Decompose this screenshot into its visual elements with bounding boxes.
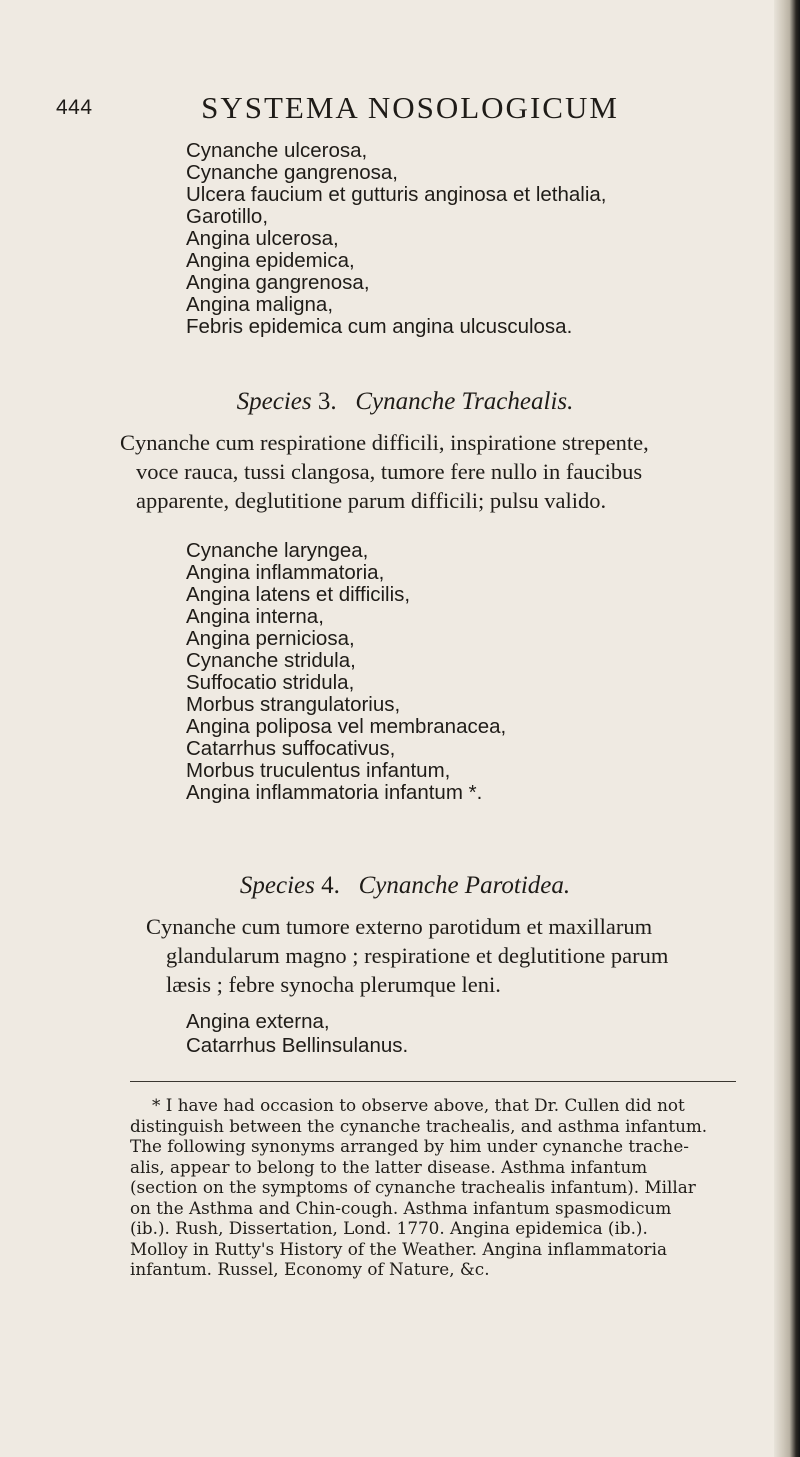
synonym-item: Cynanche gangrenosa, <box>186 161 398 184</box>
synonym-item: Angina inflammatoria infantum *. <box>186 781 483 804</box>
species-name: Cynanche Parotidea. <box>358 872 571 899</box>
species-name: Cynanche Trachealis. <box>355 388 574 415</box>
synonym-item: Angina perniciosa, <box>186 627 355 650</box>
synonym-item: Angina epidemica, <box>186 249 355 272</box>
synonym-item: Angina ulcerosa, <box>186 227 339 250</box>
synonym-item: Garotillo, <box>186 205 269 228</box>
synonym-item: Catarrhus Bellinsulanus. <box>186 1034 409 1057</box>
species-number: 3. <box>317 388 337 415</box>
footnote-line: alis, appear to belong to the latter disease. Asthma infantum <box>130 1156 648 1177</box>
footnote-line: on the Asthma and Chin-cough. Asthma infantum spasmodicum <box>130 1197 672 1218</box>
synonym-item: Angina inflammatoria, <box>186 561 385 584</box>
footnote-line: infantum. Russel, Economy of Nature, &c. <box>130 1259 490 1279</box>
synonym-item: Suffocatio stridula, <box>186 671 355 694</box>
species-label: Species <box>239 872 315 899</box>
species-number: 4. <box>321 872 340 899</box>
species-3-definition <box>120 428 752 515</box>
synonym-item: Cynanche stridula, <box>186 649 356 672</box>
synonym-item: Angina gangrenosa, <box>186 271 370 294</box>
species-3-heading <box>0 388 780 416</box>
footnote-line: Molloy in Rutty's History of the Weather. Angina inflammatoria <box>130 1238 667 1259</box>
page-number: 444 <box>56 96 93 119</box>
species-label: Species <box>236 388 312 415</box>
synonym-item: Cynanche ulcerosa, <box>186 139 368 162</box>
synonym-item: Angina latens et difficilis, <box>186 583 411 606</box>
synonym-item: Catarrhus suffocativus, <box>186 737 396 760</box>
definition-line: Cynanche cum respiratione difficili, inspiratione strepente, <box>120 430 649 455</box>
footnote-line: * I have had occasion to observe above, that Dr. Cullen did not <box>152 1095 685 1115</box>
synonym-list-cynanche-trachealis <box>186 540 506 804</box>
footnote-line: (section on the symptoms of cynanche trachealis infantum). Millar <box>130 1177 696 1197</box>
synonym-item: Angina maligna, <box>186 293 334 316</box>
synonym-item: Cynanche laryngea, <box>186 539 369 562</box>
synonym-item: Morbus truculentus infantum, <box>186 759 451 782</box>
definition-line: apparente, deglutitione parum difficili; pulsu valido. <box>136 488 607 513</box>
footnote-divider <box>130 1081 736 1082</box>
footnote <box>130 1095 746 1280</box>
footnote-line: (ib.). Rush, Dissertation, Lond. 1770. Angina epidemica (ib.). <box>130 1218 648 1238</box>
definition-line: Cynanche cum tumore externo parotidum et maxillarum <box>146 914 653 939</box>
species-4-definition <box>146 912 752 999</box>
definition-line: voce rauca, tussi clangosa, tumore fere nullo in faucibus <box>136 459 643 484</box>
synonym-item: Angina externa, <box>186 1010 330 1033</box>
page-edge-shadow <box>774 0 800 1457</box>
synonym-list-cynanche-parotidea <box>186 1010 408 1058</box>
synonym-item: Morbus strangulatorius, <box>186 693 401 716</box>
running-head: SYSTEMA NOSOLOGICUM <box>201 90 619 125</box>
synonym-item: Ulcera faucium et gutturis anginosa et lethalia, <box>186 183 607 206</box>
definition-line: glandularum magno ; respiratione et deglutitione parum <box>166 943 669 968</box>
definition-line: læsis ; febre synocha plerumque leni. <box>166 972 501 997</box>
synonym-list-cynanche-maligna <box>186 140 606 338</box>
footnote-line: The following synonyms arranged by him under cynanche trache- <box>130 1136 689 1156</box>
synonym-item: Angina interna, <box>186 605 324 628</box>
footnote-line: distinguish between the cynanche trachealis, and asthma infantum. <box>130 1115 708 1136</box>
synonym-item: Angina poliposa vel membranacea, <box>186 715 507 738</box>
species-4-heading <box>0 872 780 900</box>
synonym-item: Febris epidemica cum angina ulcusculosa. <box>186 315 573 338</box>
